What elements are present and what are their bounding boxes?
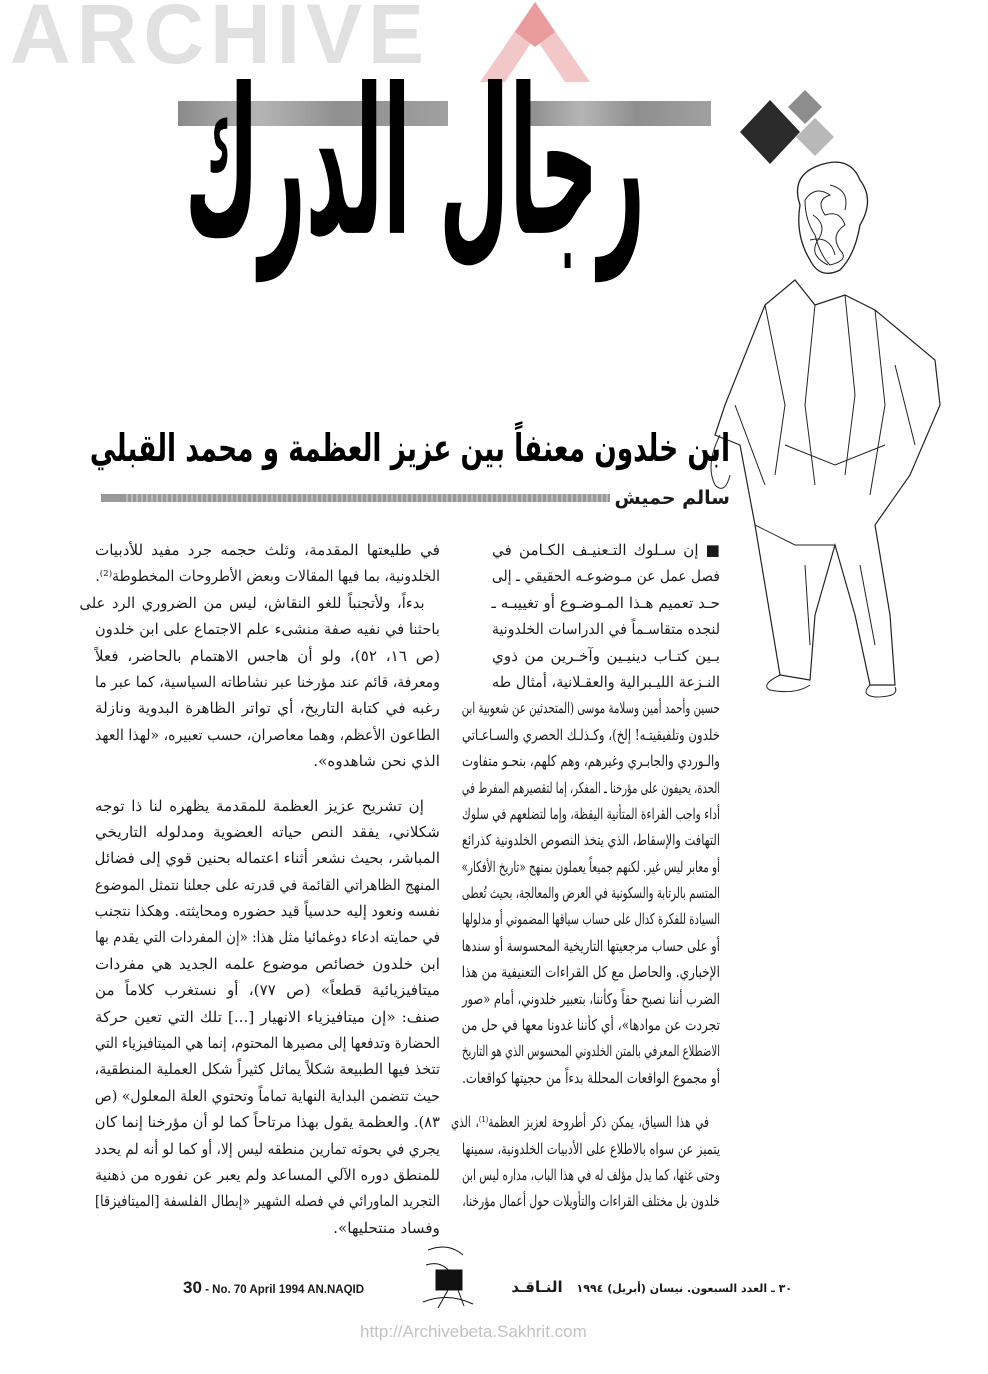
right-column (450, 537, 720, 1215)
footer-arabic (511, 1278, 792, 1296)
page-number: 30 (183, 1278, 202, 1297)
footer-english (183, 1278, 364, 1298)
text-line: صنف: «إن ميتافيزياء الانهيار [...] تلك التي تعين حركة (95, 1007, 440, 1026)
text-line: والـوردي والجابـري وغيرهم، وهم كلهم، بنحـو متفاوت (462, 752, 720, 771)
text-line: السيادة للفكرة كدال على حساب سياقها المضموني أو مدلولها (462, 910, 720, 929)
text-line: بـين كتـاب دينيـين وآخـرين من ذوي (492, 646, 720, 665)
text-line: في هذا السياق، يمكن ذكر أطروحة لعزيز العظمة⁽¹⁾، الذي (450, 1113, 709, 1132)
text-line: ميتافيزيائية قطعاً» (ص ٧٧)، أو نستغرب كلاماً من (95, 981, 440, 1000)
left-column (79, 537, 441, 1241)
head-sketch (798, 162, 868, 273)
text-line: التجريد الماورائي في فصله الشهير «إبطال الفلسفة [الميتافيزقا] (95, 1192, 440, 1211)
watermark-url: http://Archivebeta.Sakhrit.com (360, 1322, 587, 1341)
text-line: ومعرفة، قائم عند مؤرخنا عبر نشاطاته السياسية، كما عبر ما (95, 672, 440, 691)
text-line: الضرب أننا نصبح حقاً وكأننا، بتعبير خلدوني، أمام «صور (462, 989, 720, 1008)
figure-illustration (695, 145, 985, 705)
paragraph-gap (462, 1091, 720, 1109)
text-line: للمنطق دوره الآلي المساعد ولم يعبر عن نفوره من ذهنية (94, 1165, 441, 1184)
text-line: إن تشريح عزيز العظمة للمقدمة يظهره لنا ذا توجه (95, 796, 424, 815)
magazine-name: النـاقـد (511, 1278, 563, 1296)
text-line: المتسم بالرتابة والسكونية في العرض والمعالجة، بحيث تُعطى (461, 884, 720, 903)
text-line: ابن خلدون خصائص موضوع علمه الجديد هي مفردات (95, 954, 440, 973)
byline-rule (123, 494, 610, 502)
author-byline (95, 485, 730, 511)
text-line: باحثنا في نفيه صفة منشىء علم الاجتماع على ابن خلدون (95, 620, 440, 639)
text-line: ٨٣). والعظمة يقول بهذا مرتاحاً كما لو أن مؤرخنا إنما كان (94, 1113, 440, 1132)
robe-sketch (711, 280, 940, 697)
text-line: حسين وأحمد أمين وسلامة موسى (المتحدثين عن شعوبية ابن (461, 699, 720, 718)
text-line: الاضطلاع المعرفي بالمتن الخلدوني المحسوس الذي هو التاريخ (461, 1042, 720, 1061)
text-line: نفسه ونعود إليه حدسياً قيد حضوره ومحايثته. وهكذا نتجنب (94, 902, 441, 921)
text-line: وحتى غثها، كما يدل مؤلف له في هذا الباب، مداره ليس ابن (462, 1165, 720, 1184)
text-line: الحدة، يحيفون على مؤرخنا ـ المفكر، إما لتقصيرهم المفرط في (461, 778, 720, 797)
text-line: يتميز عن سواه بالاطلاع على الأدبيات الخلدونية، سمينها (462, 1139, 720, 1158)
text-line: أو مجموع الواقعات المحللة بدءاً من حجيتها كواقعات. (462, 1068, 720, 1087)
text-line: تتخذ فيها الطبيعة شكلاً يماثل كثيراً شكل العملية المنطقية، (94, 1060, 441, 1079)
article-subtitle: ابن خلدون معنفاً بين عزيز العظمة و محمد القبلي (89, 426, 731, 470)
text-line: التهافت والإسقاط، الذي يتخذ النصوص الخلدونية كذرائع (462, 831, 720, 850)
text-line: الحضارة وتدفعها إلى مصيرها المحتوم، إنما هي الميتافيزياء التي (95, 1034, 440, 1053)
text-line: بدءاً، ولأتجنباً للغو النقاش، ليس من الضروري الرد على (79, 593, 425, 612)
byline-rule-end (101, 494, 123, 502)
text-line: أو على حساب مرجعيتها التاريخية المحسوسة أو سندها (461, 936, 720, 955)
page-title: رجال الدرك (184, 46, 645, 282)
text-line: يجري في بحوثه تمارين منطقه ليس إلا، أو كما لو أنه لم يحدد (94, 1139, 440, 1158)
footer-sketch-icon (418, 1240, 478, 1315)
text-line: المباشر، بحيث نشعر أثناء اعتماله بحنين قوي إلى فضائل (94, 849, 441, 868)
text-line: خلدون وتلفيقيتـه! إلخ)، وكـذلـك الحصري والسـاعـاتي (462, 725, 720, 744)
text-line: فصل عمل عن مـوضوعـه الحقيقي ـ إلى (492, 567, 720, 586)
author-name: سالم حميش (614, 487, 730, 509)
text-line: تجردت عن موادها»، أي كأننا غدونا معها في حل من (461, 1016, 720, 1035)
text-line: رغبه في كتابة التاريخ، أي تواتر الظاهرة البدوية ونازلة (95, 699, 440, 718)
text-line: المنهج الظاهراتي القائمة في قدرته على جعلنا نتمثل الموضوع (95, 875, 440, 894)
footer-issue-english: - No. 70 April 1994 AN.NAQID (205, 1284, 365, 1296)
text-line: أو معابر ليس غير. لكنهم جميعاً يعملون بمنهج «تاريخ الأفكار» (461, 857, 720, 876)
text-line: في حمايته ادعاء دوغمائيا مثل هذا: «إن المفردات التي يقدم بها (94, 928, 440, 947)
text-line: لنجده متقاسـماً في الدراسات الخلدونية (492, 620, 720, 639)
footer-issue-arabic: ٣٠ ـ العدد السبعون. نيسان (أبريل) ١٩٩٤ (576, 1282, 792, 1295)
text-line: حـد تعميم هـذا المـوضـوع أو تغييبـه ـ (491, 593, 720, 612)
text-line: الخلدونية، بما فيها المقالات وبعض الأطروحات المخطوطة⁽²⁾. (95, 567, 440, 586)
text-line: شكلاني، يفقد النص حياته العضوية ومدلوله التاريخي (95, 822, 440, 841)
text-line: الطاعون الأعظم، وهما معاصران، حسب تعبيره، «لهذا العهد (95, 725, 440, 744)
text-line: حيث تتضمن البداية النهاية تماماً وتحتوي العلة المعلول» (ص (94, 1086, 440, 1105)
text-line: النـزعة الليـبرالية والعقـلانية، أمثال طه (492, 672, 720, 691)
text-line: (ص ١٦، ٥٢)، ولو أن هاجس الاهتمام بالحاضر، فعلاً (95, 646, 441, 665)
text-line: الإخباري. والحاصل مع كل القراءات التعنيفية من هذا (461, 963, 720, 982)
text-line: وفساد منتحليها». (333, 1218, 440, 1237)
paragraph-gap (95, 775, 440, 793)
text-line: الذي نحن شاهدوه». (313, 752, 440, 771)
text-line: ■ إن سـلوك التـعنيـف الكـامن في (492, 541, 720, 559)
text-line: خلدون بل مختلف القراءات والتأويلات حول أعمال مؤرخنا، (462, 1192, 720, 1211)
watermark-text: ARCHIVE (10, 0, 431, 81)
text-line: أداء واجب القراءة المتأنية اليقظة، وإما لتضلعهم في سلوك (462, 804, 720, 823)
text-line: في طليعتها المقدمة، وثلث حجمه جرد مفيد للأدبيات (95, 541, 440, 559)
